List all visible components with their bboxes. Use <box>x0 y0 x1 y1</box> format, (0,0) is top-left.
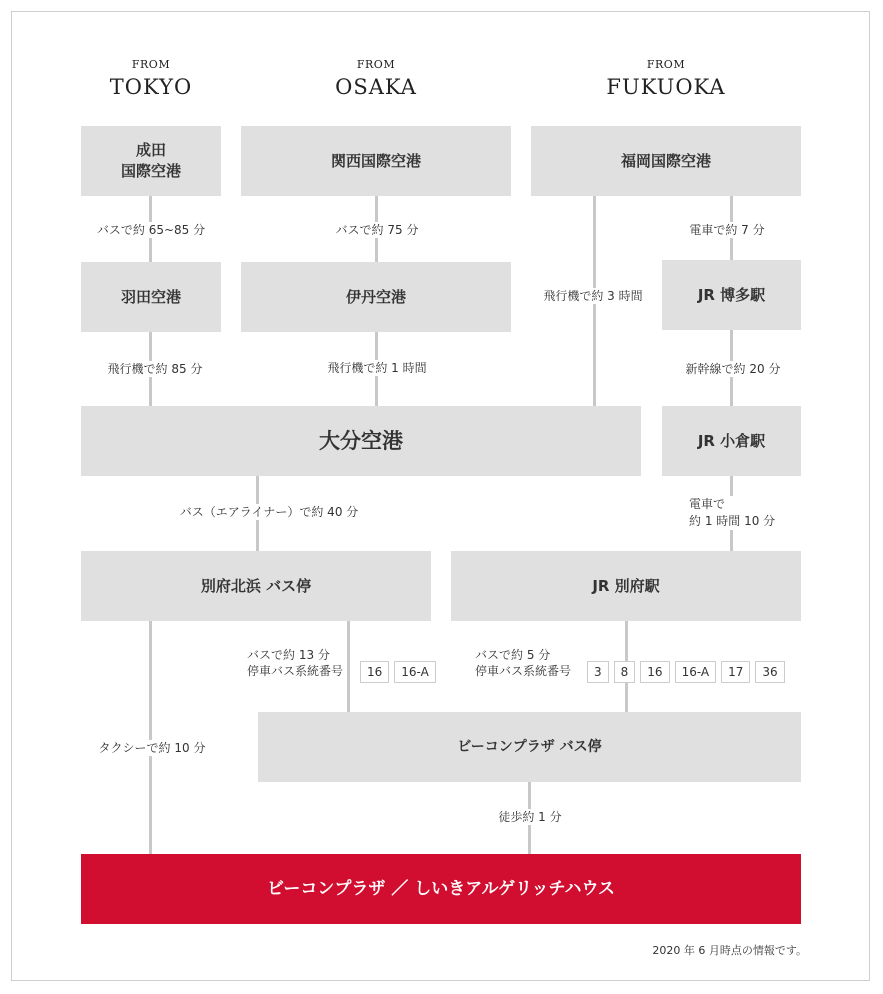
line-kitahama-bcon <box>347 621 350 712</box>
bus-number-badge: 16-A <box>675 661 717 683</box>
header-tokyo-city: TOKYO <box>109 75 193 99</box>
station-jr-beppu <box>451 551 801 621</box>
bus-number-badge: 16-A <box>394 661 436 683</box>
station-hakata <box>662 260 801 330</box>
station-oita-airport-label: 大分空港 <box>319 428 403 453</box>
station-b-con-plaza-stop <box>258 712 801 782</box>
route-label-beppu-bus: バスで約 5 分 停車バス系統番号 <box>475 648 572 678</box>
route-label-kitahama-bus: バスで約 13 分 停車バス系統番号 <box>247 648 344 678</box>
footnote: 2020 年 6 月時点の情報です。 <box>652 944 807 957</box>
station-narita <box>81 126 221 196</box>
bus-number-badge: 17 <box>721 661 750 683</box>
line-kitahama-destination <box>149 621 152 854</box>
station-b-con-plaza-stop-label: ビーコンプラザ バス停 <box>457 738 602 755</box>
destination-banner <box>81 854 801 924</box>
station-kokura-label: JR 小倉駅 <box>697 431 766 450</box>
route-label-walk: 徒歩約 1 分 <box>498 810 562 824</box>
header-osaka-city: OSAKA <box>335 75 417 99</box>
bus-number-badge: 36 <box>755 661 784 683</box>
bus-number-badge: 3 <box>587 661 609 683</box>
route-label-haneda-oita: 飛行機で約 85 分 <box>107 362 203 376</box>
route-label-fukuoka-hakata: 電車で約 7 分 <box>689 223 765 237</box>
route-label-kansai-itami: バスで約 75 分 <box>335 223 419 237</box>
header-tokyo <box>81 58 221 99</box>
station-haneda-label: 羽田空港 <box>120 287 181 306</box>
destination-label: ビーコンプラザ ／ しいきアルゲリッチハウス <box>267 878 615 899</box>
route-label-itami-oita: 飛行機で約 1 時間 <box>327 361 427 375</box>
station-jr-beppu-label: JR 別府駅 <box>592 576 660 595</box>
bus-numbers-beppu <box>587 661 785 683</box>
station-narita-label: 成田 国際空港 <box>120 141 181 180</box>
header-fukuoka-from: FROM <box>646 58 686 71</box>
route-label-hakata-kokura: 新幹線で約 20 分 <box>685 362 781 376</box>
station-fukuoka-airport-label: 福岡国際空港 <box>620 151 711 170</box>
route-label-fukuoka-oita: 飛行機で約 3 時間 <box>543 289 643 303</box>
station-fukuoka-airport <box>531 126 801 196</box>
station-beppu-kitahama <box>81 551 431 621</box>
header-tokyo-from: FROM <box>131 58 171 71</box>
header-fukuoka-city: FUKUOKA <box>606 75 726 99</box>
route-label-oita-kitahama: バス（エアライナー）で約 40 分 <box>179 505 359 519</box>
route-label-taxi: タクシーで約 10 分 <box>98 741 206 755</box>
bus-number-badge: 8 <box>614 661 636 683</box>
station-kokura <box>662 406 801 476</box>
station-oita-airport <box>81 406 641 476</box>
route-label-narita-haneda: バスで約 65~85 分 <box>96 223 206 237</box>
header-osaka <box>241 58 511 99</box>
station-kansai-label: 関西国際空港 <box>330 151 421 170</box>
station-itami-label: 伊丹空港 <box>345 287 406 306</box>
station-itami <box>241 262 511 332</box>
bus-number-badge: 16 <box>360 661 389 683</box>
bus-numbers-kitahama <box>360 661 436 683</box>
header-osaka-from: FROM <box>356 58 396 71</box>
station-kansai <box>241 126 511 196</box>
route-label-kokura-beppu: 電車で 約 1 時間 10 分 <box>689 497 776 528</box>
station-haneda <box>81 262 221 332</box>
bus-number-badge: 16 <box>640 661 669 683</box>
station-beppu-kitahama-label: 別府北浜 バス停 <box>200 576 312 595</box>
station-hakata-label: JR 博多駅 <box>697 285 766 304</box>
header-fukuoka <box>531 58 801 99</box>
